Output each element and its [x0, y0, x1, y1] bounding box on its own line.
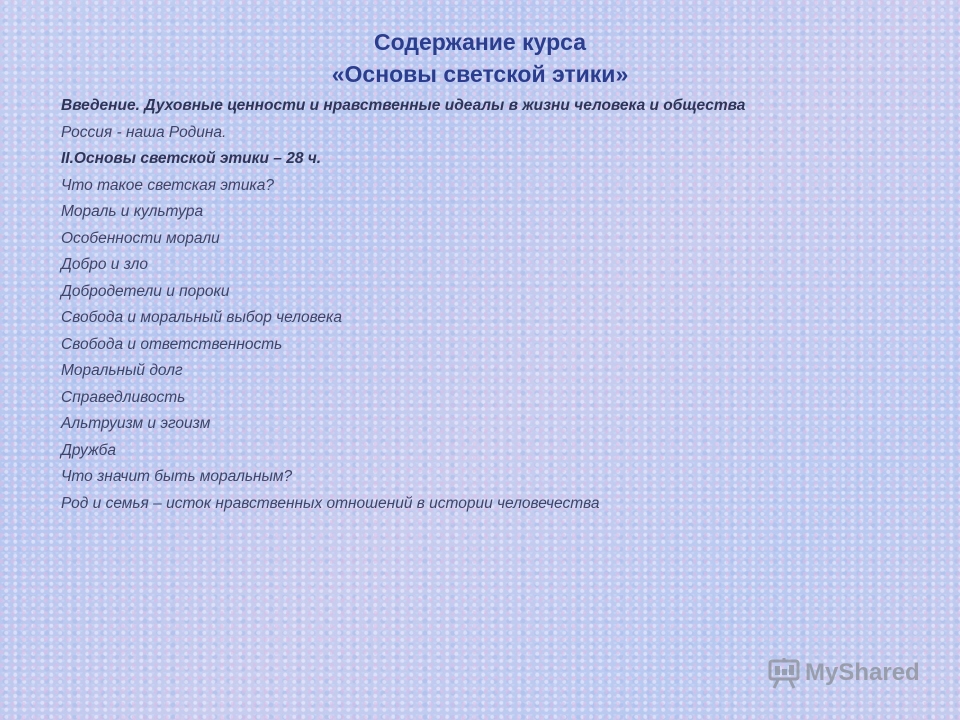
- list-item: Справедливость: [61, 388, 186, 406]
- list-item: Свобода и моральный выбор человека: [61, 309, 342, 326]
- list-item: Что значит быть моральным?: [61, 468, 293, 485]
- slide-title: [0, 26, 960, 90]
- list-item: Альтруизм и эгоизм: [61, 415, 211, 432]
- list-item: Особенности морали: [61, 229, 220, 247]
- watermark-text: MyShared: [805, 659, 920, 686]
- title-line-1: Содержание курса: [374, 29, 586, 55]
- list-item: Добро и зло: [61, 256, 148, 273]
- list-item: Мораль и культура: [61, 203, 204, 220]
- list-item: II.Основы светской этики – 28 ч.: [61, 150, 322, 167]
- list-item: Моральный долг: [61, 362, 183, 379]
- list-item: Дружба: [61, 441, 116, 459]
- list-item: Род и семья – исток нравственных отношений в истории человечества: [61, 494, 600, 512]
- course-contents-list: [61, 93, 745, 517]
- list-item: Что такое светская этика?: [61, 176, 274, 194]
- list-item: Россия - наша Родина.: [61, 123, 227, 141]
- list-item: Добродетели и пороки: [61, 282, 230, 300]
- myshared-watermark: [767, 656, 920, 690]
- presentation-board-icon: [767, 656, 801, 690]
- list-item: Введение. Духовные ценности и нравственные идеалы в жизни человека и общества: [61, 97, 746, 114]
- list-item: Свобода и ответственность: [61, 335, 283, 353]
- title-line-2: «Основы светской этики»: [331, 61, 629, 87]
